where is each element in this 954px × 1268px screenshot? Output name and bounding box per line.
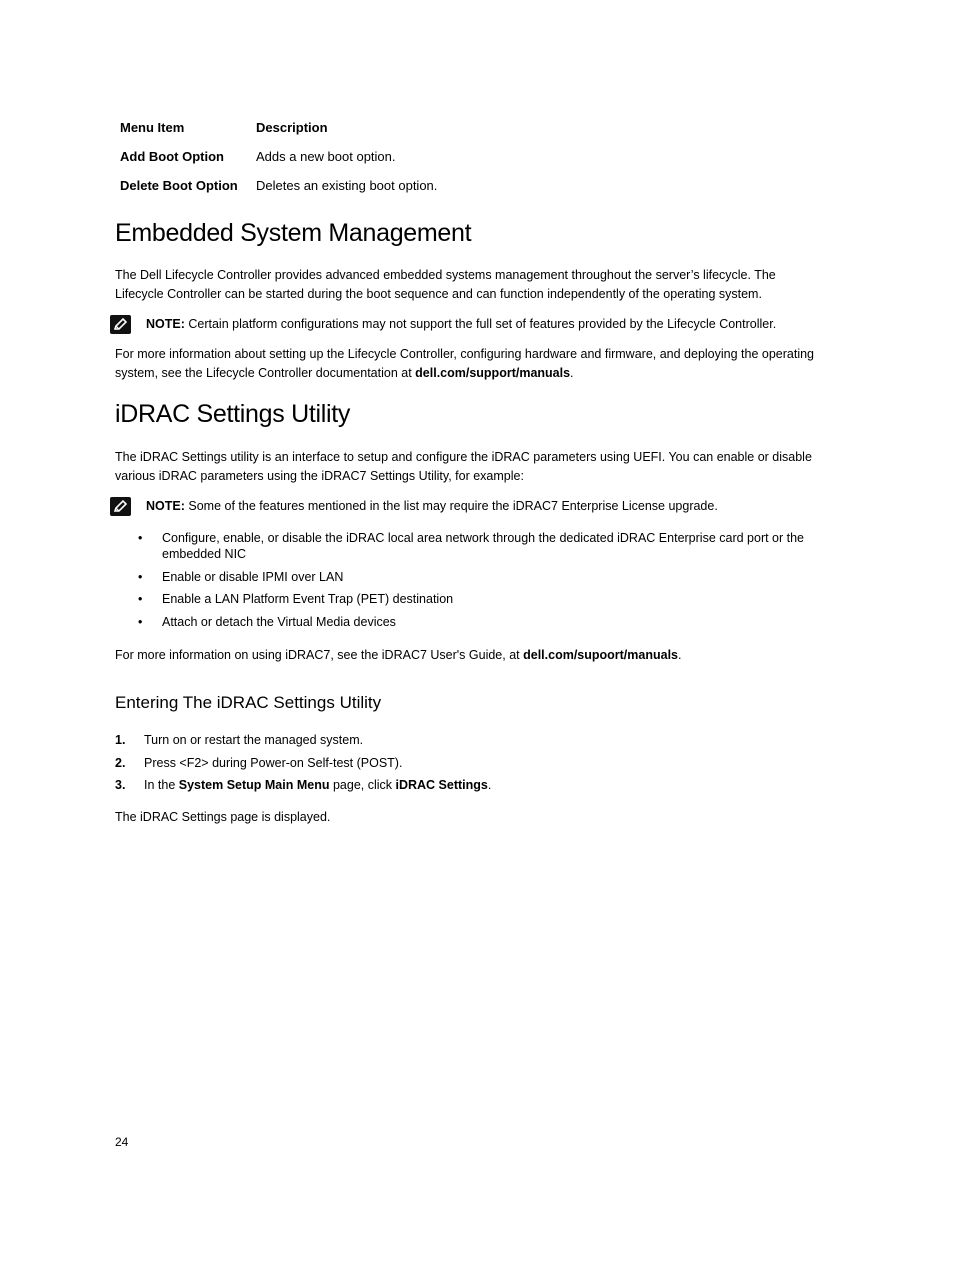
bullet-icon: •: [138, 531, 143, 545]
link-dell-supoort-manuals[interactable]: dell.com/supoort/manuals: [523, 648, 678, 662]
table-header-menu-item: Menu Item: [120, 120, 185, 135]
paragraph-lifecycle-more-info: For more information about setting up the Lifecycle Controller, configuring hardware and firmware, and deploying the operating system, see the Lifecycle Controller documentation at dell.com/support/manuals.: [115, 347, 815, 380]
bullet-icon: •: [138, 569, 143, 584]
table-cell-item: Delete Boot Option: [120, 178, 238, 193]
note-text: NOTE: Some of the features mentioned in the list may require the iDRAC7 Enterprise License upgrade.: [146, 499, 718, 513]
system-setup-main-menu-label: System Setup Main Menu: [178, 778, 330, 792]
page-number: 24: [115, 1135, 129, 1149]
table-cell-desc: Adds a new boot option.: [256, 149, 396, 164]
idrac-settings-label: iDRAC Settings: [395, 778, 488, 792]
pencil-note-icon: [110, 315, 131, 334]
bullet-icon: •: [138, 592, 143, 606]
list-item: • Enable or disable IPMI over LAN: [138, 569, 344, 584]
note-box: [110, 315, 820, 337]
list-item: • Enable a LAN Platform Event Trap (PET) destination: [138, 592, 454, 606]
bullet-icon: •: [138, 614, 143, 629]
note-text: NOTE: Certain platform configurations may not support the full set of features provided by the Lifecycle Controller.: [146, 317, 777, 331]
pencil-note-icon: [110, 497, 131, 516]
step-number: 3.: [115, 778, 126, 792]
table-header-description: Description: [256, 120, 328, 135]
heading-entering-idrac-settings-utility: Entering The iDRAC Settings Utility: [115, 693, 382, 712]
heading-idrac-settings-utility: iDRAC Settings Utility: [115, 400, 351, 428]
table-cell-item: Add Boot Option: [120, 149, 224, 164]
paragraph-lifecycle-intro: The Dell Lifecycle Controller provides advanced embedded systems management throughout the server’s lifecycle. The Lifecycle Controller can be started during the boot sequence and can function independently of the operating system.: [115, 268, 776, 301]
list-item: 1. Turn on or restart the managed system.: [115, 733, 364, 747]
step-number: 2.: [115, 755, 126, 770]
list-item: 2. Press <F2> during Power-on Self-test (POST).: [115, 755, 403, 770]
note-box: [110, 497, 820, 519]
paragraph-result: The iDRAC Settings page is displayed.: [115, 810, 331, 824]
list-item: 3. In the System Setup Main Menu page, click iDRAC Settings.: [115, 778, 492, 792]
steps-list: [115, 732, 491, 800]
link-dell-support-manuals[interactable]: dell.com/support/manuals: [415, 366, 571, 380]
step-number: 1.: [115, 733, 126, 747]
heading-embedded-system-management: Embedded System Management: [115, 219, 472, 247]
list-item: • Configure, enable, or disable the iDRAC local area network through the dedicated iDRAC Enterprise card port or the embedded NIC: [138, 531, 805, 561]
list-item: • Attach or detach the Virtual Media devices: [138, 614, 396, 629]
paragraph-idrac-intro: The iDRAC Settings utility is an interface to setup and configure the iDRAC parameters using UEFI. You can enable or disable various iDRAC parameters using the iDRAC7 Settings Utility, for example:: [115, 450, 812, 483]
idrac-feature-list: [138, 530, 818, 636]
paragraph-idrac-more-info: For more information on using iDRAC7, see the iDRAC7 User's Guide, at dell.com/supoort/manuals.: [115, 648, 682, 662]
table-cell-desc: Deletes an existing boot option.: [256, 178, 438, 193]
